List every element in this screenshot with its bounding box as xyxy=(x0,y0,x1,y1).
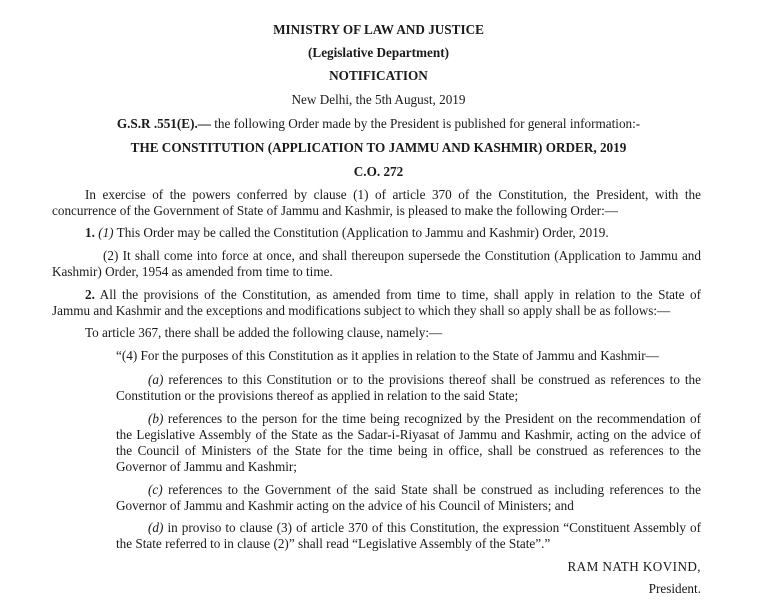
clause-b-label: (b) xyxy=(148,411,164,426)
para-2-line-1 xyxy=(85,287,701,303)
para-1-2-line-1: (2) It shall come into force at once, and shall thereupon supersede the Constitution (Application to Jammu and xyxy=(103,248,701,263)
para-1 xyxy=(85,225,609,241)
department-heading: (Legislative Department) xyxy=(308,45,449,60)
order-title: THE CONSTITUTION (APPLICATION TO JAMMU AND KASHMIR) ORDER, 2019 xyxy=(130,140,627,155)
place-date: New Delhi, the 5th August, 2019 xyxy=(291,92,466,107)
clause-c-line-2: Governor of Jammu and Kashmir acting on the advice of his Council of Ministers; and xyxy=(116,498,574,513)
notification-heading: NOTIFICATION xyxy=(329,68,428,83)
clause-b-line-1 xyxy=(148,411,701,427)
clause-a-label: (a) xyxy=(148,372,164,387)
co-number: C.O. 272 xyxy=(353,164,404,179)
intro-line-1: In exercise of the powers conferred by clause (1) of article 370 of the Constitution, the President, with the xyxy=(85,187,701,202)
para-1-2-line-2: Kashmir) Order, 1954 as amended from time to time. xyxy=(52,264,333,279)
clause-4-line: “(4) For the purposes of this Constitution as it applies in relation to the State of Jammu and Kashmir— xyxy=(116,348,659,363)
clause-a-text: references to this Constitution or to the provisions thereof shall be construed as references to the xyxy=(163,372,701,387)
clause-a-line-1 xyxy=(148,372,701,388)
para-2-number: 2. xyxy=(85,287,95,302)
clause-b-line-3: the Council of Ministers of the State for the time being in office, shall be construed as references to the xyxy=(116,443,701,458)
gsr-line xyxy=(0,116,757,132)
ministry-heading: MINISTRY OF LAW AND JUSTICE xyxy=(273,22,484,37)
clause-a-line-2: Constitution or the provisions thereof as applied in relation to the said State; xyxy=(116,388,519,403)
clause-d-label: (d) xyxy=(148,520,164,535)
clause-b-line-4: Governor of Jammu and Kashmir; xyxy=(116,459,297,474)
clause-c-line-1 xyxy=(148,482,701,498)
clause-b-line-2: the Legislative Assembly of the State as the Sadar-i-Riyasat of Jammu and Kashmir, acting on the advice of xyxy=(116,427,701,442)
signature-title: President. xyxy=(648,581,701,596)
article-367-line: To article 367, there shall be added the following clause, namely:— xyxy=(85,325,443,340)
clause-d-text: in proviso to clause (3) of article 370 of this Constitution, the expression “Constituent Assembly of xyxy=(163,520,701,535)
clause-c-text: references to the Government of the said State shall be construed as including references to the xyxy=(162,482,701,497)
gsr-text: the following Order made by the President is published for general information:- xyxy=(210,116,641,131)
clause-c-label: (c) xyxy=(148,482,163,497)
clause-d-line-1 xyxy=(148,520,701,536)
para-2-text: All the provisions of the Constitution, as amended from time to time, shall apply in relation to the State of xyxy=(94,287,701,302)
para-1-number: 1. xyxy=(85,225,95,240)
gsr-number: G.S.R .551(E).— xyxy=(116,116,211,131)
para-1-text: This Order may be called the Constitution (Application to Jammu and Kashmir) Order, 2019. xyxy=(113,225,609,240)
intro-line-2: concurrence of the Government of State of Jammu and Kashmir, is pleased to make the following Order:— xyxy=(52,203,618,218)
signature-name: RAM NATH KOVIND, xyxy=(567,559,701,574)
clause-d-line-2: the State referred to in clause (2)” shall read “Legislative Assembly of the State”.” xyxy=(116,536,551,551)
clause-b-text: references to the person for the time being recognized by the President on the recommendation of xyxy=(163,411,701,426)
para-2-line-2: Jammu and Kashmir and the exceptions and modifications subject to which they shall so apply shall be as follows:— xyxy=(52,303,671,318)
para-1-subclause: (1) xyxy=(98,225,114,240)
